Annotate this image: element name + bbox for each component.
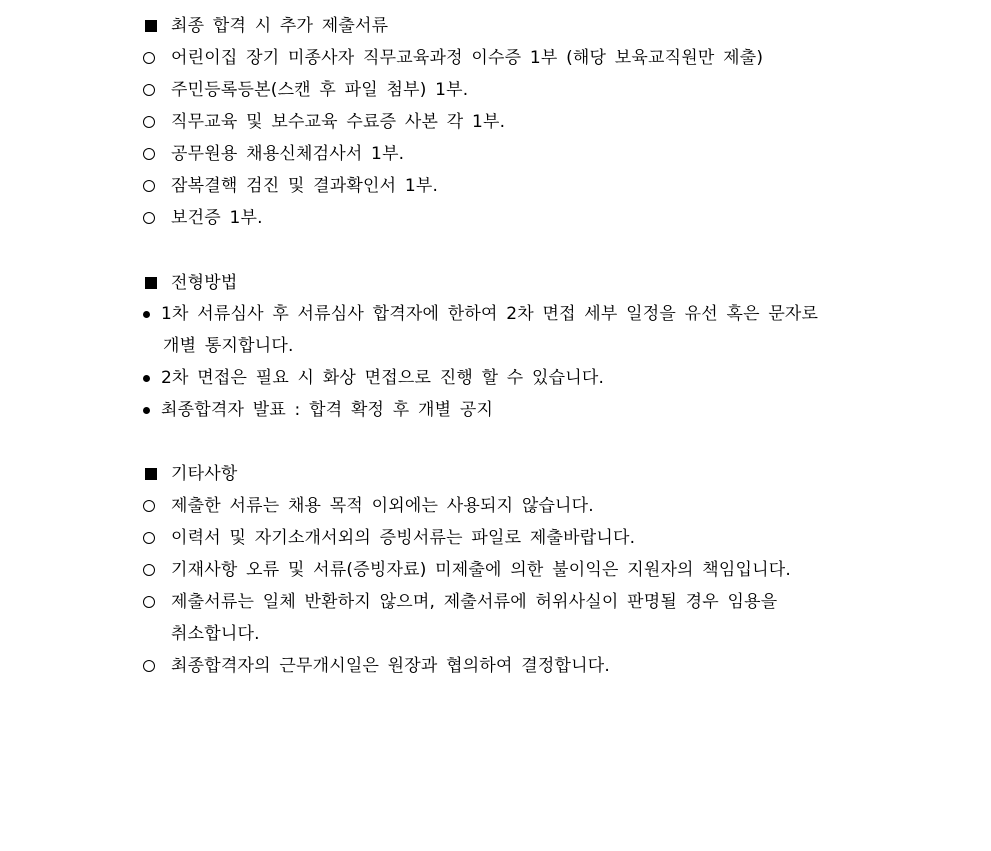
list-item: 이력서 및 자기소개서외의 증빙서류는 파일로 제출바랍니다. [171,528,636,548]
list-item: 어린이집 장기 미종사자 직무교육과정 이수증 1부 (해당 보육교직원만 제출) [171,48,764,68]
list-item: 잠복결핵 검진 및 결과확인서 1부. [171,176,439,196]
circle-bullet-icon [143,212,155,224]
section-heading: 기타사항 [171,464,238,484]
dot-bullet-icon [143,375,150,382]
circle-bullet-icon [143,84,155,96]
list-item: 직무교육 및 보수교육 수료증 사본 각 1부. [171,112,506,132]
circle-bullet-icon [143,564,155,576]
circle-bullet-icon [143,532,155,544]
list-item-continuation: 개별 통지합니다. [163,336,294,356]
list-item: 기재사항 오류 및 서류(증빙자료) 미제출에 의한 불이익은 지원자의 책임입니다. [171,560,792,580]
circle-bullet-icon [143,180,155,192]
list-item: 보건증 1부. [171,208,263,228]
square-bullet-icon [145,468,157,480]
list-item: 공무원용 채용신체검사서 1부. [171,144,405,164]
circle-bullet-icon [143,596,155,608]
circle-bullet-icon [143,500,155,512]
list-item-continuation: 취소합니다. [171,624,260,644]
square-bullet-icon [145,20,157,32]
dot-bullet-icon [143,311,150,318]
dot-bullet-icon [143,407,150,414]
circle-bullet-icon [143,116,155,128]
list-item: 2차 면접은 필요 시 화상 면접으로 진행 할 수 있습니다. [161,368,605,388]
list-item: 최종합격자 발표 : 합격 확정 후 개별 공지 [161,400,494,420]
circle-bullet-icon [143,148,155,160]
list-item: 1차 서류심사 후 서류심사 합격자에 한하여 2차 면접 세부 일정을 유선 혹은 문자로 [161,304,819,324]
square-bullet-icon [145,277,157,289]
list-item: 제출한 서류는 채용 목적 이외에는 사용되지 않습니다. [171,496,594,516]
circle-bullet-icon [143,52,155,64]
circle-bullet-icon [143,660,155,672]
section-heading: 전형방법 [171,273,238,293]
section-heading: 최종 합격 시 추가 제출서류 [171,16,389,36]
list-item: 제출서류는 일체 반환하지 않으며, 제출서류에 허위사실이 판명될 경우 임용을 [171,592,778,612]
list-item: 주민등록등본(스캔 후 파일 첨부) 1부. [171,80,469,100]
list-item: 최종합격자의 근무개시일은 원장과 협의하여 결정합니다. [171,656,610,676]
